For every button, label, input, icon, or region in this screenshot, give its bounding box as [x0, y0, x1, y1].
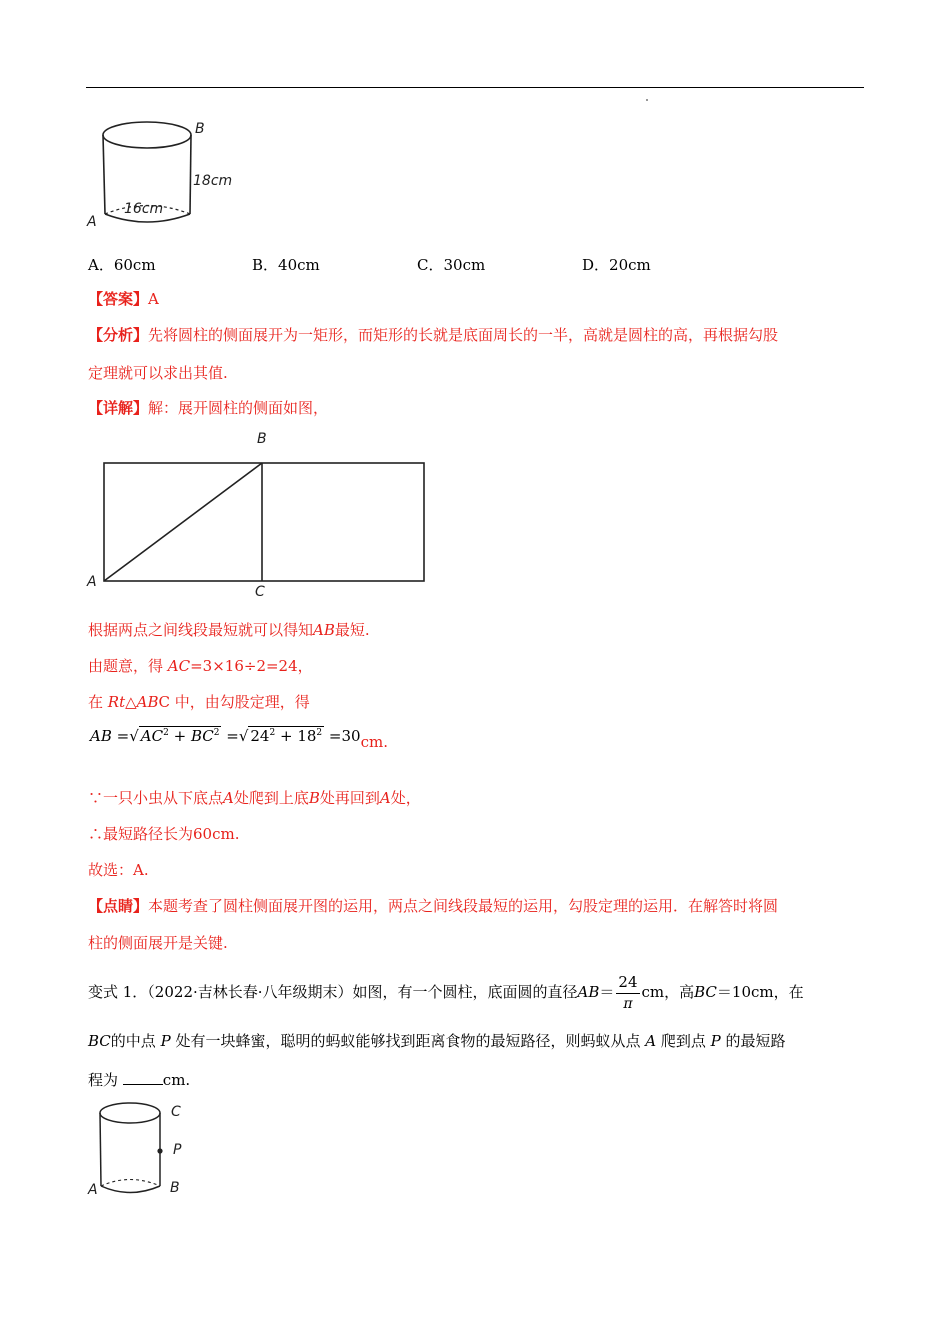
analysis-line-2: 定理就可以求出其值.: [88, 364, 228, 382]
analysis-line-1: [88, 325, 778, 345]
header-rule: [86, 87, 864, 88]
fig1-label-a: A: [87, 214, 97, 230]
answer-tag: 【答案】: [88, 290, 149, 308]
step1-var: AB: [313, 621, 335, 639]
variant-line-1: 变式 1．（2022·吉林长春·八年级期末）如图，有一个圆柱，底面圆的直径AB＝ $\frac{24}{\pi}$ cm，高BC＝10cm，在: [88, 973, 804, 1012]
comment-line-2: 柱的侧面展开是关键.: [88, 934, 228, 952]
solution-step-6: ∴最短路径长为60cm.: [88, 825, 240, 843]
step2-post: =3×16÷2=24，: [190, 657, 313, 675]
option-a: A．60cm: [88, 256, 156, 274]
answer-line: [88, 289, 159, 309]
solution-step-2: [88, 656, 313, 676]
unfolded-rectangle-figure: [100, 458, 430, 586]
cylinder-p-figure: [92, 1098, 182, 1208]
detail-intro: 解：展开圆柱的侧面如图，: [148, 399, 329, 417]
step3-var: Rt△AB: [107, 693, 159, 711]
formula-sqrt-1: $AC^2 + BC^2$: [140, 727, 220, 745]
variant-line-2: BC的中点 P 处有一块蜂蜜，聪明的蚂蚁能够找到距离食物的最短路径，则蚂蚁从点 A 爬到点 P 的最短路: [88, 1032, 786, 1050]
fig3-label-p: P: [173, 1142, 182, 1158]
comment-line-1: 【点睛】本题考查了圆柱侧面展开图的运用，两点之间线段最短的运用，勾股定理的运用．在解答时将圆: [88, 897, 779, 915]
option-d: D．20cm: [582, 256, 651, 274]
step1-text: 根据两点之间线段最短就可以得知: [88, 621, 314, 639]
answer-blank[interactable]: [123, 1072, 163, 1085]
option-b: B．40cm: [252, 256, 320, 274]
fig1-label-width: 16cm: [124, 201, 164, 217]
fig1-label-height: 18cm: [193, 173, 233, 189]
step2-text: 由题意，得: [88, 657, 164, 675]
detail-tag: 【详解】: [88, 399, 149, 417]
formula-result: =30: [328, 727, 361, 745]
fig2-label-c: C: [255, 584, 265, 600]
fig3-label-a: A: [88, 1182, 98, 1198]
solution-step-1: [88, 620, 370, 640]
fig2-label-b: B: [257, 431, 267, 447]
formula-lhs: AB: [90, 727, 112, 745]
fig1-label-b: B: [195, 121, 205, 137]
formula-eq1: =: [116, 727, 130, 745]
formula-eq2: =: [226, 727, 239, 745]
step1-post: 最短.: [334, 621, 370, 639]
solution-step-5: ∵一只小虫从下底点A处爬到上底B处再回到A处，: [88, 789, 421, 807]
fig3-label-c: C: [171, 1104, 181, 1120]
step2-var: AC: [167, 657, 191, 675]
fig3-label-b: B: [170, 1180, 180, 1196]
step3-mid: C: [158, 693, 170, 711]
option-c: C．30cm: [417, 256, 486, 274]
answer-value: A: [148, 290, 159, 308]
solution-step-3: [88, 692, 310, 712]
analysis-tag: 【分析】: [88, 326, 149, 344]
variant-line-3: 程为 cm.: [88, 1071, 191, 1089]
formula-unit: cm.: [360, 733, 388, 751]
pythagoras-formula: AB =√ $AC^2 + BC^2$ =√ $24^2 + 18^2 =30cm$.: [90, 727, 388, 751]
step3-text: 在: [88, 693, 104, 711]
fraction-24-over-pi: $\frac{24}{\pi}$: [618, 973, 638, 1012]
detail-line: [88, 398, 328, 418]
header-dot: [646, 99, 648, 101]
fig2-label-a: A: [87, 574, 97, 590]
formula-sqrt-2: $24^2 + 18^2$: [250, 727, 323, 745]
comment-tag: 【点睛】: [88, 897, 149, 915]
analysis-text-1: 先将圆柱的侧面展开为一矩形，而矩形的长就是底面周长的一半，高就是圆柱的高，再根据勾股: [148, 326, 779, 344]
step3-post: 中，由勾股定理，得: [174, 693, 310, 711]
solution-step-7: 故选：A.: [88, 861, 149, 879]
